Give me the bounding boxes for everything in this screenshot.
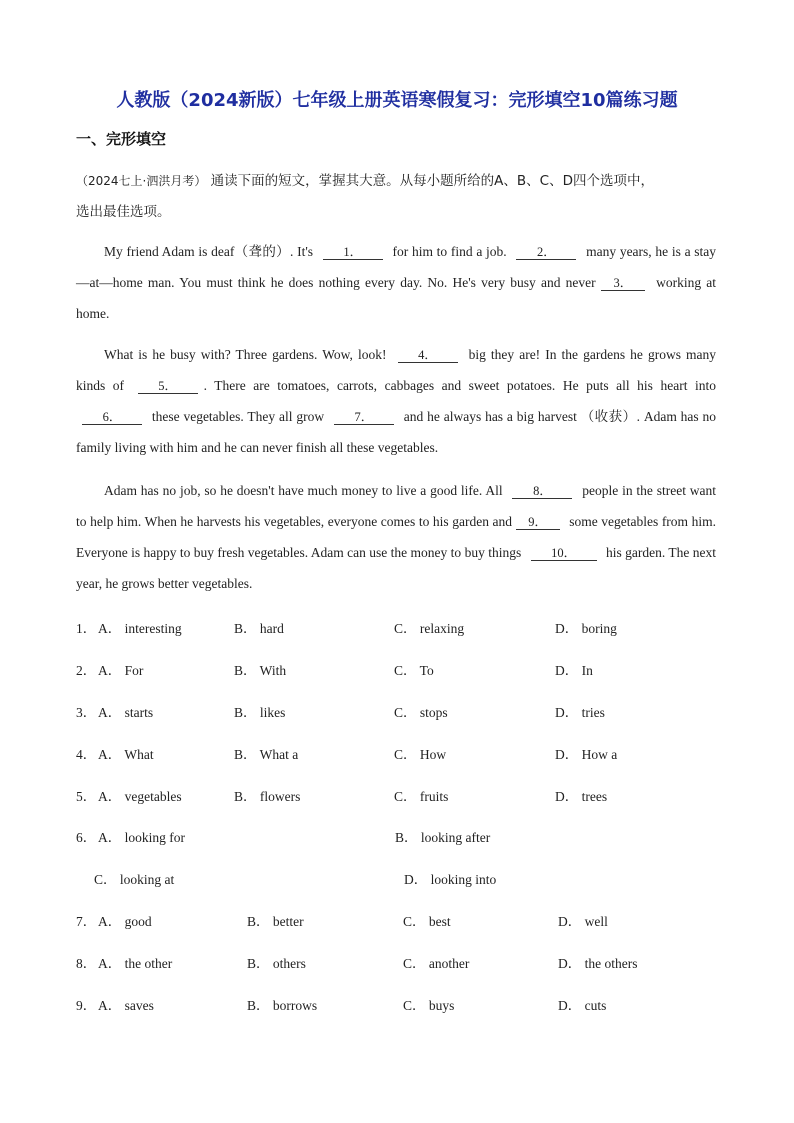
- passage-text: some vegetables from him. Everyone is happy to buy fresh vegetables. Adam can use the money to: [76, 514, 717, 560]
- passage-text: street want to help him. When he harvests his vegetables, everyone comes to his garden and: [76, 483, 717, 529]
- option-c[interactable]: C． fruits: [394, 789, 449, 804]
- instruction-text-2: 选出最佳选项。: [76, 204, 171, 220]
- passage-text: many years, he is: [586, 244, 681, 259]
- passage-text: into: [695, 378, 717, 393]
- option-c[interactable]: C． buys: [403, 998, 455, 1013]
- option-d[interactable]: D． trees: [555, 789, 608, 804]
- option-a[interactable]: A． looking for: [98, 830, 185, 845]
- option-d[interactable]: D． the others: [558, 956, 638, 971]
- passage-text: these vegetables. They all grow: [151, 409, 325, 424]
- blank-1: 1．: [323, 245, 383, 260]
- blank-5: 5．: [138, 379, 198, 394]
- question-1: [76, 617, 736, 639]
- blank-2: 2．: [516, 245, 576, 260]
- question-6: [76, 826, 736, 848]
- option-a[interactable]: A． interesting: [98, 621, 182, 636]
- option-d[interactable]: D． well: [558, 914, 608, 929]
- option-d[interactable]: D． boring: [555, 621, 617, 636]
- section-heading: 一、完形填空: [76, 130, 167, 148]
- passage-text: big they are! In the gardens he grows: [468, 347, 681, 362]
- option-b[interactable]: B． hard: [234, 621, 284, 636]
- passage-text: many kinds of: [76, 347, 717, 393]
- option-b[interactable]: B． looking after: [395, 830, 491, 845]
- option-a[interactable]: A． saves: [98, 998, 154, 1013]
- option-a[interactable]: A． vegetables: [98, 789, 182, 804]
- question-2: [76, 659, 736, 681]
- option-a[interactable]: A． starts: [98, 705, 154, 720]
- passage-text: buy things: [464, 545, 522, 560]
- option-c[interactable]: C． relaxing: [394, 621, 465, 636]
- option-c[interactable]: C． best: [403, 914, 451, 929]
- passage-text: for him to find a job.: [392, 244, 507, 259]
- blank-7: 7．: [334, 410, 394, 425]
- passage-text: What is he busy with? Three gardens. Wow, look!: [104, 347, 387, 362]
- question-number: 8．: [76, 956, 97, 971]
- passage-text: My friend Adam is deaf（聋的）. It's: [104, 244, 314, 259]
- passage-paragraph-1: [76, 236, 716, 329]
- passage-paragraph-2: [76, 339, 716, 463]
- option-b[interactable]: B． better: [247, 914, 304, 929]
- question-number: 7．: [76, 914, 97, 929]
- passage-text: people in the: [582, 483, 653, 498]
- blank-9: 9．: [516, 515, 560, 530]
- option-d[interactable]: D． tries: [555, 705, 605, 720]
- blank-6: 6．: [82, 410, 142, 425]
- question-4: [76, 743, 736, 765]
- question-number: 6．: [76, 830, 97, 845]
- option-b[interactable]: B． likes: [234, 705, 286, 720]
- option-c[interactable]: C． stops: [394, 705, 448, 720]
- option-b[interactable]: B． What a: [234, 747, 299, 762]
- page-title: 人教版（2024新版）七年级上册英语寒假复习：完形填空10篇练习题: [116, 90, 678, 111]
- question-number: 1．: [76, 621, 97, 636]
- instructions: [76, 166, 716, 228]
- question-3: [76, 701, 736, 723]
- option-a[interactable]: A． What: [98, 747, 154, 762]
- option-c[interactable]: C． To: [394, 663, 434, 678]
- option-b[interactable]: B． flowers: [234, 789, 301, 804]
- passage-text: and he always has a big harvest （收获）.: [403, 409, 640, 424]
- passage-text: his garden. The next year, he grows better vegetables.: [76, 545, 717, 591]
- option-c[interactable]: C． another: [403, 956, 470, 971]
- blank-4: 4．: [398, 348, 458, 363]
- option-a[interactable]: A． For: [98, 663, 144, 678]
- option-c[interactable]: C． looking at: [94, 872, 175, 887]
- passage-text: a stay—at—home man. You must think he does nothing every day. No. He's very busy and never: [76, 244, 717, 290]
- question-9: [76, 994, 736, 1016]
- question-number: 9．: [76, 998, 97, 1013]
- question-number: 3．: [76, 705, 97, 720]
- option-b[interactable]: B． borrows: [247, 998, 318, 1013]
- option-c[interactable]: C． How: [394, 747, 447, 762]
- passage-text: working at home.: [76, 275, 717, 321]
- option-d[interactable]: D． cuts: [558, 998, 607, 1013]
- blank-10: 10．: [531, 546, 597, 561]
- passage-text: Adam has no job, so he doesn't have much money to live a good life. All: [104, 483, 503, 498]
- blank-8: 8．: [512, 484, 572, 499]
- passage-text: . There are tomatoes, carrots, cabbages and sweet potatoes. He puts all his heart: [203, 378, 688, 393]
- option-b[interactable]: B． others: [247, 956, 306, 971]
- option-d[interactable]: D． looking into: [404, 872, 497, 887]
- instruction-text: 通读下面的短文，掌握其大意。从每小题所给的A、B、C、D四个选项中，: [210, 173, 654, 189]
- blank-3: 3．: [601, 276, 645, 291]
- option-d[interactable]: D． How a: [555, 747, 618, 762]
- question-number: 5．: [76, 789, 97, 804]
- passage-paragraph-3: [76, 475, 716, 599]
- option-a[interactable]: A． the other: [98, 956, 173, 971]
- question-number: 2．: [76, 663, 97, 678]
- option-b[interactable]: B． With: [234, 663, 287, 678]
- passage-text: Adam has no family living with him and he can never finish all these vegetables.: [76, 409, 717, 455]
- source-label: （2024七上·泗洪月考）: [76, 174, 207, 188]
- option-a[interactable]: A． good: [98, 914, 152, 929]
- question-5: [76, 785, 736, 807]
- question-7: [76, 910, 736, 932]
- question-8: [76, 952, 736, 974]
- option-d[interactable]: D． In: [555, 663, 593, 678]
- question-6-row-2: [76, 868, 736, 890]
- question-number: 4．: [76, 747, 97, 762]
